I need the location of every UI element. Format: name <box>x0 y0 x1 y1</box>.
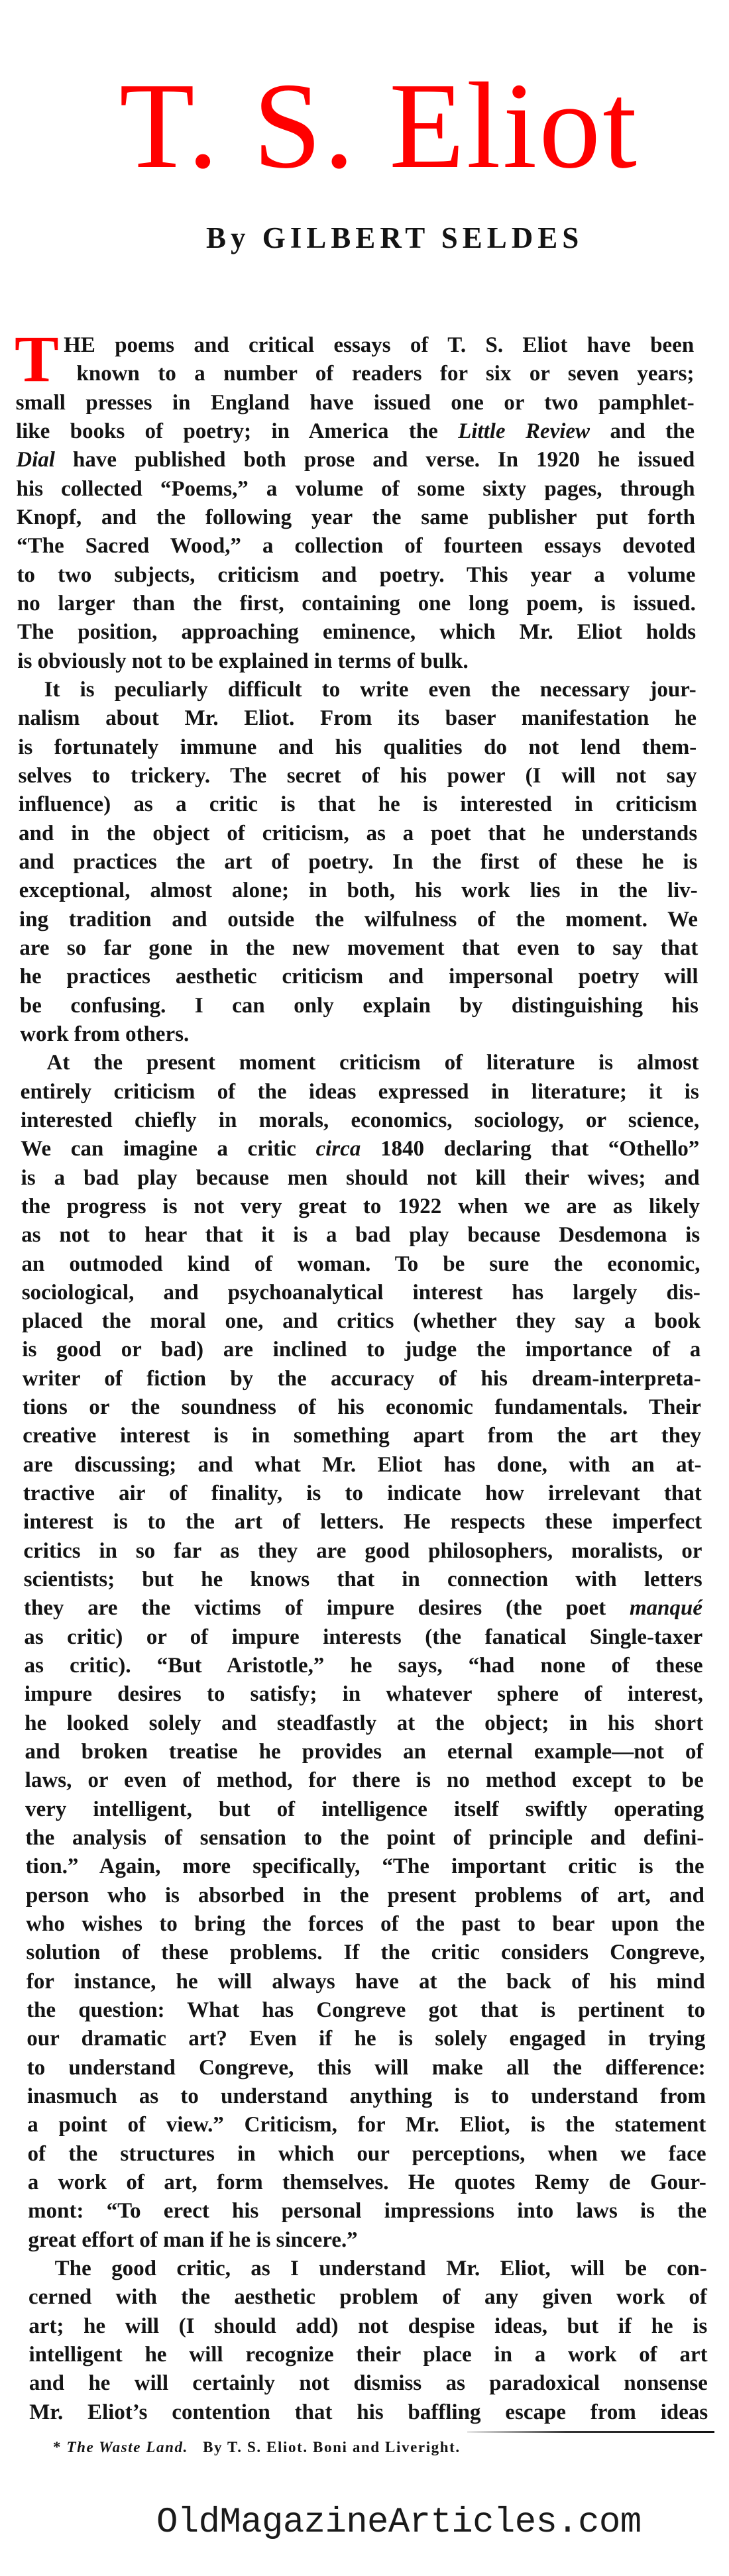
text-line <box>28 2226 706 2255</box>
line-text: influence) as a critic is that he is interested in criticism <box>18 792 697 817</box>
text-segment: they are the victims of impure desires (the poet <box>23 1596 630 1621</box>
paragraph <box>20 1049 706 2255</box>
paragraph <box>18 676 699 1049</box>
line-text: and practices the art of poetry. In the first of these he is <box>19 849 698 874</box>
text-line <box>28 2255 707 2283</box>
line-text: work from others. <box>20 1022 190 1046</box>
line-text: are so far gone in the new movement that even to say that <box>19 936 699 960</box>
line-text <box>21 1137 699 1161</box>
text-line <box>26 1939 704 1967</box>
text-line <box>18 762 697 790</box>
text-line <box>27 1996 705 2025</box>
text-line <box>25 1766 704 1795</box>
text-line <box>19 820 697 848</box>
text-line <box>17 532 695 561</box>
line-text: intelligent he will recognize their place in a work of art <box>28 2342 708 2367</box>
line-text: no larger than the first, containing one long poem, is issued. <box>17 591 696 616</box>
line-text: a point of view.” Criticism, for Mr. Eliot, is the statement <box>27 2113 706 2137</box>
line-text: inasmuch as to understand anything is to understand from <box>27 2084 706 2109</box>
text-line <box>21 1106 699 1135</box>
text-line <box>24 1623 702 1652</box>
text-line <box>19 963 698 991</box>
line-text: laws, or even of method, for there is no method except to be <box>25 1768 704 1793</box>
line-text: sociological, and psychoanalytical interest has largely dis- <box>21 1280 701 1305</box>
italic-text: Dial <box>16 448 56 472</box>
line-text: placed the moral one, and critics (whether they say a book <box>21 1309 701 1334</box>
text-segment: like books of poetry; in America the <box>15 419 459 443</box>
line-text: The position, approaching eminence, which Mr. Eliot holds <box>17 620 697 645</box>
text-line <box>19 848 697 877</box>
text-line <box>27 2082 706 2111</box>
text-line <box>23 1451 701 1479</box>
text-line <box>23 1537 702 1566</box>
line-text: are discussing; and what Mr. Eliot has done, with an at- <box>23 1452 702 1477</box>
line-text: for instance, he will always have at the back of his mind <box>26 1969 705 1994</box>
text-line <box>29 2369 708 2398</box>
line-text: mont: “To erect his personal impressions into laws is the <box>27 2199 707 2224</box>
text-line <box>22 1279 701 1307</box>
text-line <box>28 2283 707 2312</box>
text-line <box>25 1852 704 1881</box>
line-text: entirely criticism of the ideas expressed in literature; it is <box>20 1079 699 1104</box>
line-text: Mr. Eliot’s contention that his baffling escape from ideas <box>29 2400 708 2424</box>
line-text: It is peculiarly difficult to write even the necessary jour- <box>44 677 697 702</box>
text-segment: We can imagine a critic <box>21 1137 316 1161</box>
line-text <box>16 419 695 443</box>
line-text: our dramatic art? Even if he is solely engaged in trying <box>27 2027 706 2051</box>
text-line <box>19 906 698 934</box>
line-text <box>16 448 695 472</box>
text-line <box>25 1796 704 1824</box>
line-text: interested chiefly in morals, economics, sociology, or science, <box>20 1108 700 1132</box>
text-line <box>25 1709 703 1738</box>
line-text: his collected “Poems,” a volume of some sixty pages, through <box>16 476 695 501</box>
line-text: to understand Congreve, this will make all the difference: <box>27 2055 706 2080</box>
text-line <box>18 733 697 762</box>
text-line <box>24 1594 702 1623</box>
text-line <box>17 590 696 618</box>
line-text: impure desires to satisfy; in whatever sphere of interest, <box>24 1682 703 1707</box>
text-line <box>19 790 697 819</box>
line-text: great effort of man if he is sincere.” <box>28 2227 358 2252</box>
text-line <box>23 1422 701 1450</box>
line-text: a work of art, form themselves. He quotes Remy de Gour- <box>27 2171 706 2194</box>
text-line <box>27 2111 706 2139</box>
text-line <box>18 676 697 704</box>
line-text: as critic). “But Aristotle,” he says, “had none of these <box>24 1654 703 1678</box>
text-line <box>16 389 695 417</box>
line-text: be confusing. I can only explain by distinguishing his <box>19 993 699 1018</box>
line-text: who wishes to bring the forces of the past to bear upon the <box>26 1912 705 1937</box>
line-text: and in the object of criticism, as a poet that he understands <box>18 821 698 845</box>
line-text: the progress is not very great to 1922 when we are as likely <box>21 1194 701 1218</box>
line-text: known to a number of readers for six or seven years; <box>76 362 695 386</box>
line-text: as critic) or of impure interests (the fanatical Single-taxer <box>24 1625 703 1649</box>
text-line <box>15 331 694 360</box>
line-text: very intelligent, but of intelligence itself swiftly operating <box>25 1797 704 1821</box>
text-line <box>20 992 699 1020</box>
line-text: as not to hear that it is a bad play because Desdemona is <box>21 1223 701 1248</box>
line-text: At the present moment criticism of literature is almost <box>46 1051 699 1075</box>
text-line <box>23 1365 701 1393</box>
text-line <box>18 704 697 733</box>
line-text: and he will certainly not dismiss as paradoxical nonsense <box>28 2371 708 2396</box>
text-line <box>25 1738 703 1766</box>
text-line <box>28 2341 707 2369</box>
line-text: tractive air of finality, is to indicate how irrelevant that <box>23 1481 702 1506</box>
text-segment: have published both prose and verse. In 1920 he issued <box>54 448 695 472</box>
text-line <box>17 561 695 590</box>
text-line <box>29 2398 708 2427</box>
footnote-rule <box>467 2431 714 2433</box>
text-line <box>26 1910 704 1939</box>
line-text: scientists; but he knows that in connection with letters <box>23 1568 702 1592</box>
line-text: small presses in England have issued one or two pamphlet- <box>15 390 695 415</box>
line-text: is a bad play because men should not kill their wives; and <box>21 1165 700 1190</box>
text-line <box>27 2140 706 2169</box>
line-text: to two subjects, criticism and poetry. This year a volume <box>17 563 696 587</box>
line-text: he practices aesthetic criticism and impersonal poetry will <box>19 965 699 989</box>
text-line <box>27 2054 706 2082</box>
line-text: he looked solely and steadfastly at the object; in his short <box>25 1711 704 1735</box>
text-line <box>27 1968 705 1996</box>
article-title: T. S. Eliot <box>119 58 639 194</box>
text-line <box>23 1479 702 1508</box>
text-line <box>22 1307 701 1336</box>
line-text: writer of fiction by the accuracy of his dream-interpreta- <box>22 1366 701 1391</box>
line-text: Knopf, and the following year the same publisher put forth <box>16 505 696 529</box>
text-line <box>24 1652 702 1680</box>
text-line <box>17 504 695 532</box>
drop-cap: T <box>15 322 59 396</box>
text-segment: and the <box>589 419 695 443</box>
line-text: person who is absorbed in the present problems of art, and <box>25 1883 705 1907</box>
line-text: of the structures in which our perceptions, when we face <box>27 2141 706 2166</box>
text-line <box>20 1020 699 1049</box>
line-text: critics in so far as they are good philosophers, moralists, or <box>23 1538 702 1563</box>
text-segment: 1840 declaring that “Othello” <box>361 1137 700 1161</box>
text-line <box>16 417 695 446</box>
line-text: nalism about Mr. Eliot. From its baser manifestation he <box>17 706 697 731</box>
line-text: an outmoded kind of woman. To be sure the economic, <box>21 1252 701 1276</box>
text-line <box>16 446 695 474</box>
text-line <box>25 1680 703 1709</box>
line-text: selves to trickery. The secret of his power (I will not say <box>18 763 697 788</box>
line-text: “The Sacred Wood,” a collection of fourteen essays devoted <box>17 534 696 559</box>
text-line <box>15 360 694 388</box>
text-line <box>20 1049 699 1077</box>
line-text: and broken treatise he provides an eternal example—not of <box>25 1740 704 1764</box>
text-line <box>17 647 696 676</box>
line-text: solution of these problems. If the critic considers Congreve, <box>26 1941 705 1965</box>
text-line <box>28 2169 706 2197</box>
byline: By GILBERT SELDES <box>206 221 584 254</box>
line-text: the question: What has Congreve got that is pertinent to <box>26 1998 706 2023</box>
text-line <box>27 2025 705 2053</box>
text-line <box>19 877 698 905</box>
line-text: tions or the soundness of his economic fundamentals. Their <box>22 1395 702 1420</box>
text-line <box>25 1824 704 1852</box>
italic-text: manqué <box>629 1596 703 1621</box>
text-line <box>24 1566 702 1594</box>
text-line <box>21 1135 699 1163</box>
line-text: interest is to the art of letters. He respects these imperfect <box>23 1510 702 1534</box>
italic-text: Little Review <box>458 419 590 443</box>
line-text: HE poems and critical essays of T. S. Eliot have been <box>64 333 695 357</box>
line-text: exceptional, almost alone; in both, his work lies in the liv- <box>19 879 698 903</box>
paragraph <box>15 331 697 676</box>
line-text: ing tradition and outside the wilfulness of the moment. We <box>19 907 699 932</box>
line-text: is obviously not to be explained in terms of bulk. <box>17 649 469 673</box>
footnote-publication: By T. S. Eliot. Boni and Liveright. <box>203 2439 461 2455</box>
footnote-book-title: The Waste Land. <box>66 2439 188 2455</box>
footnote-marker: * <box>53 2439 62 2455</box>
line-text: is good or bad) are inclined to judge the importance of a <box>22 1338 701 1362</box>
text-line <box>21 1221 700 1250</box>
text-line <box>28 2197 706 2226</box>
text-line <box>21 1250 700 1279</box>
text-line <box>16 475 695 504</box>
text-line <box>23 1393 701 1422</box>
footnote <box>53 2438 461 2457</box>
line-text: tion.” Again, more specifically, “The important critic is the <box>25 1854 704 1879</box>
article-body <box>15 331 708 2427</box>
text-line <box>22 1336 701 1364</box>
text-line <box>28 2312 707 2341</box>
text-line <box>19 934 698 963</box>
watermark-logo: OldMagazineArticles.com <box>156 2502 642 2543</box>
text-line <box>23 1508 702 1536</box>
paragraph <box>28 2255 708 2427</box>
line-text: art; he will (I should add) not despise ideas, but if he is <box>28 2314 708 2338</box>
text-line <box>21 1164 699 1193</box>
line-text: the analysis of sensation to the point of principle and defini- <box>25 1826 704 1851</box>
text-line <box>17 618 696 647</box>
text-line <box>26 1882 704 1910</box>
line-text: cerned with the aesthetic problem of any given work of <box>28 2285 708 2310</box>
text-line <box>21 1193 700 1221</box>
line-text: is fortunately immune and his qualities do not lend them- <box>18 735 697 759</box>
text-line <box>21 1078 699 1106</box>
line-text: The good critic, as I understand Mr. Eliot, will be con- <box>54 2256 707 2281</box>
line-text <box>24 1596 702 1620</box>
line-text: creative interest is in something apart from the art they <box>23 1424 702 1448</box>
italic-text: circa <box>315 1137 361 1161</box>
